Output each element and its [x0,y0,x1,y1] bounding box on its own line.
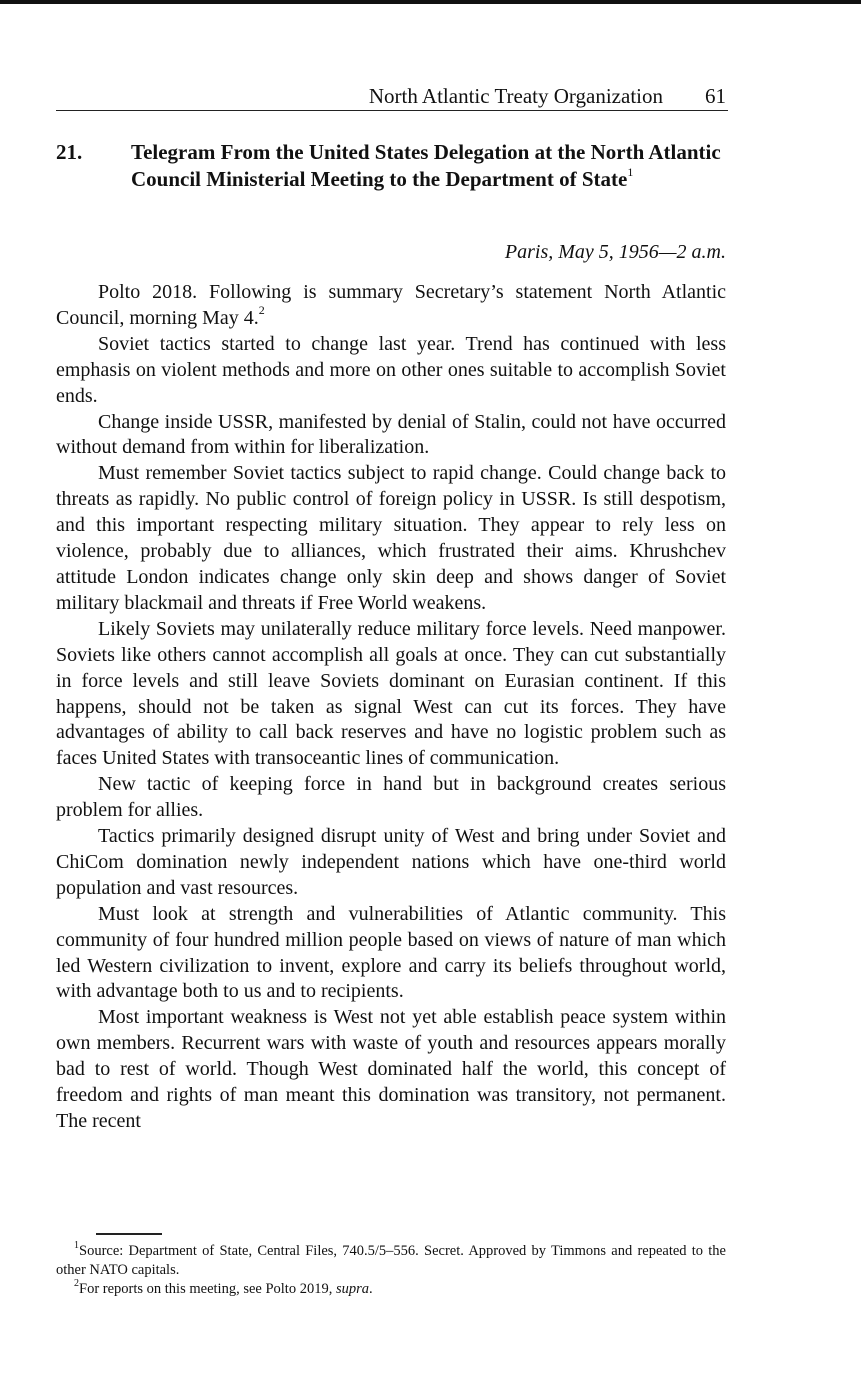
footnote-2-marker: 2 [74,1278,79,1290]
body-text [56,280,726,1135]
footnote-1-marker: 1 [74,1240,79,1252]
document-title [131,139,731,193]
paragraph-9: Most important weakness is West not yet able establish peace system within own members. Recurrent wars with waste of youth and resources appears morally bad to rest of world. Though West dominated half the world, this concept of freedom and rights of man meant this domination was transitory, not permanent. The recent [56,1006,726,1132]
paragraph-3: Change inside USSR, manifested by denial of Stalin, could not have occurred without demand from within for liberalization. [56,410,726,459]
document-number: 21. [56,140,83,164]
paragraph-6: New tactic of keeping force in hand but in background creates serious problem for allies. [56,773,726,822]
footnote-divider [96,1233,162,1235]
paragraph-1 [56,280,726,332]
document-title-text: Telegram From the United States Delegation at the North Atlantic Council Ministerial Meeting to the Department of State [131,140,721,191]
footnote-ref-2[interactable]: 2 [258,303,265,318]
paragraph-5: Likely Soviets may unilaterally reduce military force levels. Need manpower. Soviets like others cannot accomplish all goals at once. They can cut substantially in force levels and still leave Soviets dominant on Eurasian continent. If this happens, should not be taken as signal West can cut its forces. They have advantages of ability to call back reserves and have no logistic problem such as faces United States with transoceantic lines of communication. [56,617,726,770]
running-head-title: North Atlantic Treaty Organization [368,84,663,108]
footnote-1 [56,1242,726,1280]
paragraph-2: Soviet tactics started to change last year. Trend has continued with less emphasis on violent methods and more on other ones suitable to accomplish Soviet ends. [56,332,726,407]
footnote-2-text: For reports on this meeting, see Polto 2019, [79,1281,336,1297]
footnote-1-text: Source: Department of State, Central Files, 740.5/5–556. Secret. Approved by Timmons and repeated to the other NATO capitals. [56,1243,726,1278]
paragraph-8: Must look at strength and vulnerabilities of Atlantic community. This community of four hundred million people based on views of nature of man which led Western civilization to invent, explore and carry its beliefs throughout world, with advantage both to us and to recipients. [56,902,726,1003]
footnotes [56,1242,726,1299]
footnote-2-supra: supra [335,1281,369,1297]
running-head [56,82,728,111]
page-top-border [0,0,861,4]
footnote-ref-1[interactable]: 1 [627,165,634,179]
page-number: 61 [705,84,726,108]
paragraph-4: Must remember Soviet tactics subject to rapid change. Could change back to threats as rapidly. No public control of foreign policy in USSR. Is still despotism, and this important respecting military situation. They appear to rely less on violence, probably due to alliances, which frustrated their aims. Khrushchev attitude London indicates change only skin deep and shows danger of Soviet military blackmail and threats if Free World weakens. [56,462,726,614]
dateline: Paris, May 5, 1956—2 a.m. [504,241,726,263]
footnote-2-end: . [369,1281,373,1297]
paragraph-1-text: Polto 2018. Following is summary Secretary’s statement North Atlantic Council, morning May 4. [56,281,726,329]
footnote-2 [56,1280,726,1299]
paragraph-7: Tactics primarily designed disrupt unity of West and bring under Soviet and ChiCom domination newly independent nations which have one-third world population and vast resources. [56,825,726,899]
